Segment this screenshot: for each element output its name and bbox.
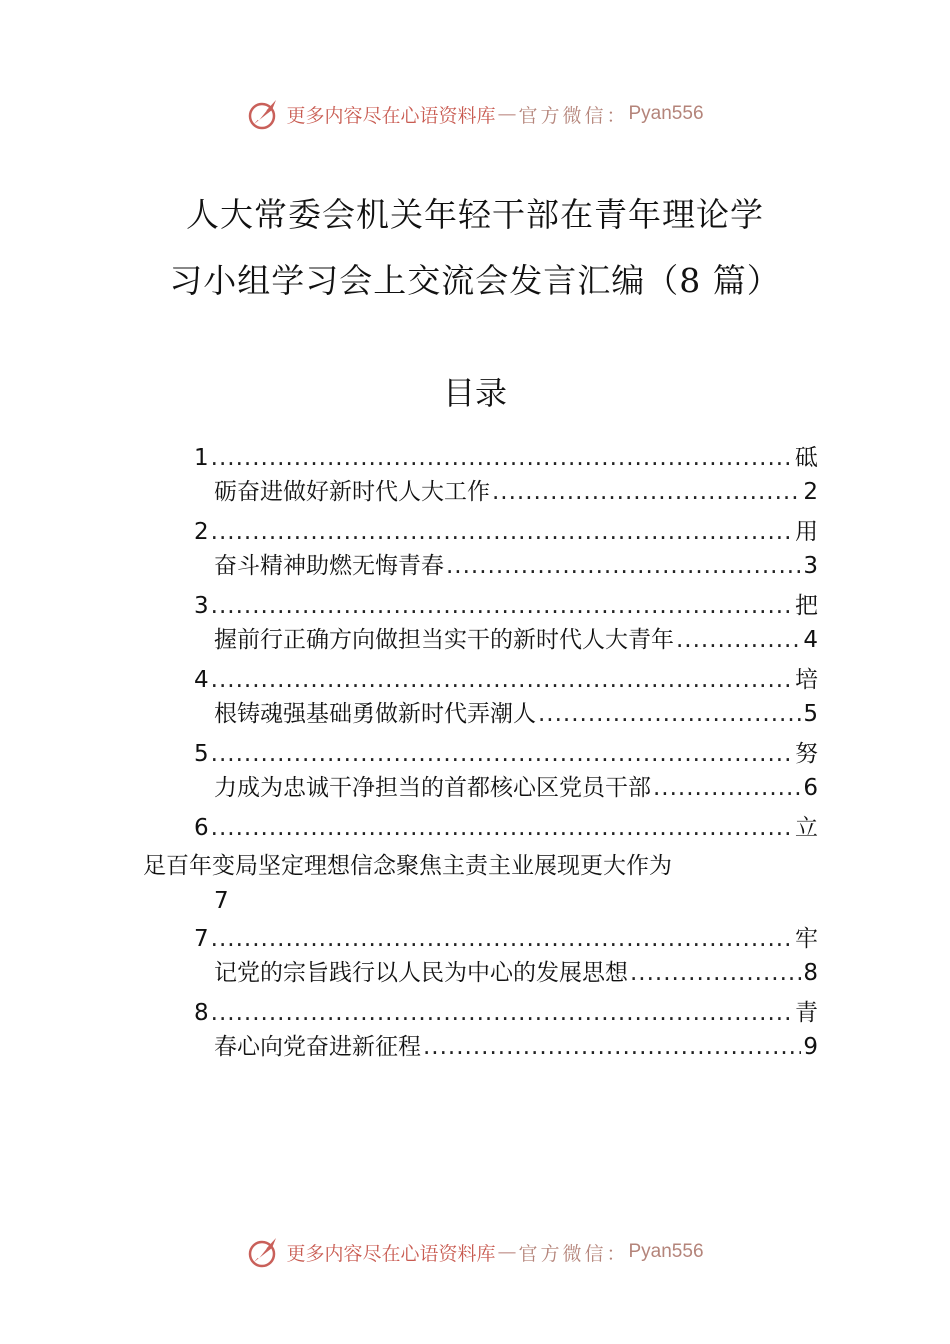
title-line-2: 习小组学习会上交流会发言汇编（8 篇） [169, 261, 781, 300]
toc-entry-title: 砺奋进做好新时代人大工作 [214, 479, 490, 505]
toc-entry-2-line-1[interactable] [194, 515, 818, 549]
toc-entry-3-line-2[interactable] [214, 623, 818, 657]
toc-entry-4-line-1[interactable] [194, 663, 818, 697]
toc-entry-first-char: 把 [795, 593, 818, 619]
toc-entry-number: 1 [194, 445, 209, 471]
toc-entry-6-title[interactable]: 足百年变局坚定理想信念聚焦主责主业展现更大作为 [143, 853, 672, 879]
toc-entry-page: 9 [803, 1034, 818, 1060]
toc-entry-first-char: 培 [795, 667, 818, 693]
watermark-dash: — [497, 103, 517, 125]
toc-entry-number: 8 [194, 1000, 209, 1026]
dot-leader [211, 441, 793, 475]
toc-entry-8-line-2[interactable] [214, 1030, 818, 1064]
toc-heading: 目录 [442, 374, 507, 412]
watermark-dash: — [497, 1241, 517, 1263]
quill-logo-icon [246, 1234, 282, 1270]
toc-entry-first-char: 青 [795, 1000, 818, 1026]
toc-entry-1-line-2[interactable] [214, 475, 818, 509]
title-line-1: 人大常委会机关年轻干部在青年理论学 [186, 195, 764, 234]
dot-leader [653, 771, 801, 805]
dot-leader [446, 549, 801, 583]
dot-leader [676, 623, 801, 657]
toc-entry-5-line-2[interactable] [214, 771, 818, 805]
toc-entry-first-char: 立 [795, 815, 818, 841]
watermark-wechat-label: 官方微信： [518, 1242, 629, 1265]
toc-entry-first-char: 牢 [795, 926, 818, 952]
toc-entry-first-char: 砥 [795, 445, 818, 471]
toc-entry-title: 力成为忠诚干净担当的首都核心区党员干部 [214, 775, 651, 801]
toc-entry-6-page[interactable]: 7 [214, 888, 229, 914]
watermark-wechat-id: Pyan556 [628, 103, 704, 124]
dot-leader [211, 811, 793, 845]
toc-entry-6-line-1[interactable] [194, 811, 818, 845]
footer-watermark [0, 1234, 950, 1270]
toc-entry-page: 4 [803, 627, 818, 653]
toc-entry-title: 春心向党奋进新征程 [214, 1034, 421, 1060]
document-title [0, 182, 950, 314]
toc-entry-number: 4 [194, 667, 209, 693]
toc-entry-number: 6 [194, 815, 209, 841]
toc-entry-3-line-1[interactable] [194, 589, 818, 623]
toc-entry-number: 5 [194, 741, 209, 767]
toc-entry-5-line-1[interactable] [194, 737, 818, 771]
toc-entry-page: 3 [803, 553, 818, 579]
toc-entry-first-char: 用 [795, 519, 818, 545]
quill-logo-icon [246, 96, 282, 132]
toc-entry-title: 奋斗精神助燃无悔青春 [214, 553, 444, 579]
watermark-wechat-id: Pyan556 [628, 1241, 704, 1262]
toc-entry-title: 记党的宗旨践行以人民为中心的发展思想 [214, 960, 628, 986]
dot-leader [630, 956, 801, 990]
toc-entry-page: 8 [803, 960, 818, 986]
watermark-site-name: 更多内容尽在心语资料库 [286, 1242, 496, 1265]
toc-entry-title: 握前行正确方向做担当实干的新时代人大青年 [214, 627, 674, 653]
dot-leader [423, 1030, 801, 1064]
dot-leader [211, 589, 793, 623]
dot-leader [538, 697, 801, 731]
dot-leader [211, 515, 793, 549]
dot-leader [211, 737, 793, 771]
dot-leader [211, 663, 793, 697]
dot-leader [211, 922, 793, 956]
dot-leader [492, 475, 801, 509]
watermark-wechat-label: 官方微信： [518, 104, 629, 127]
toc-entry-7-line-2[interactable] [214, 956, 818, 990]
toc-entry-page: 2 [803, 479, 818, 505]
toc-entry-8-line-1[interactable] [194, 996, 818, 1030]
toc-entry-number: 2 [194, 519, 209, 545]
toc-entry-7-line-1[interactable] [194, 922, 818, 956]
toc-entry-number: 7 [194, 926, 209, 952]
toc-entry-1-line-1[interactable] [194, 441, 818, 475]
toc-entry-title: 根铸魂强基础勇做新时代弄潮人 [214, 701, 536, 727]
header-watermark [0, 96, 950, 132]
toc-entry-first-char: 努 [795, 741, 818, 767]
watermark-site-name: 更多内容尽在心语资料库 [286, 104, 496, 127]
dot-leader [211, 996, 793, 1030]
toc-entry-page: 6 [803, 775, 818, 801]
toc-entry-page: 5 [803, 701, 818, 727]
toc-entry-2-line-2[interactable] [214, 549, 818, 583]
toc-entry-number: 3 [194, 593, 209, 619]
toc-entry-4-line-2[interactable] [214, 697, 818, 731]
